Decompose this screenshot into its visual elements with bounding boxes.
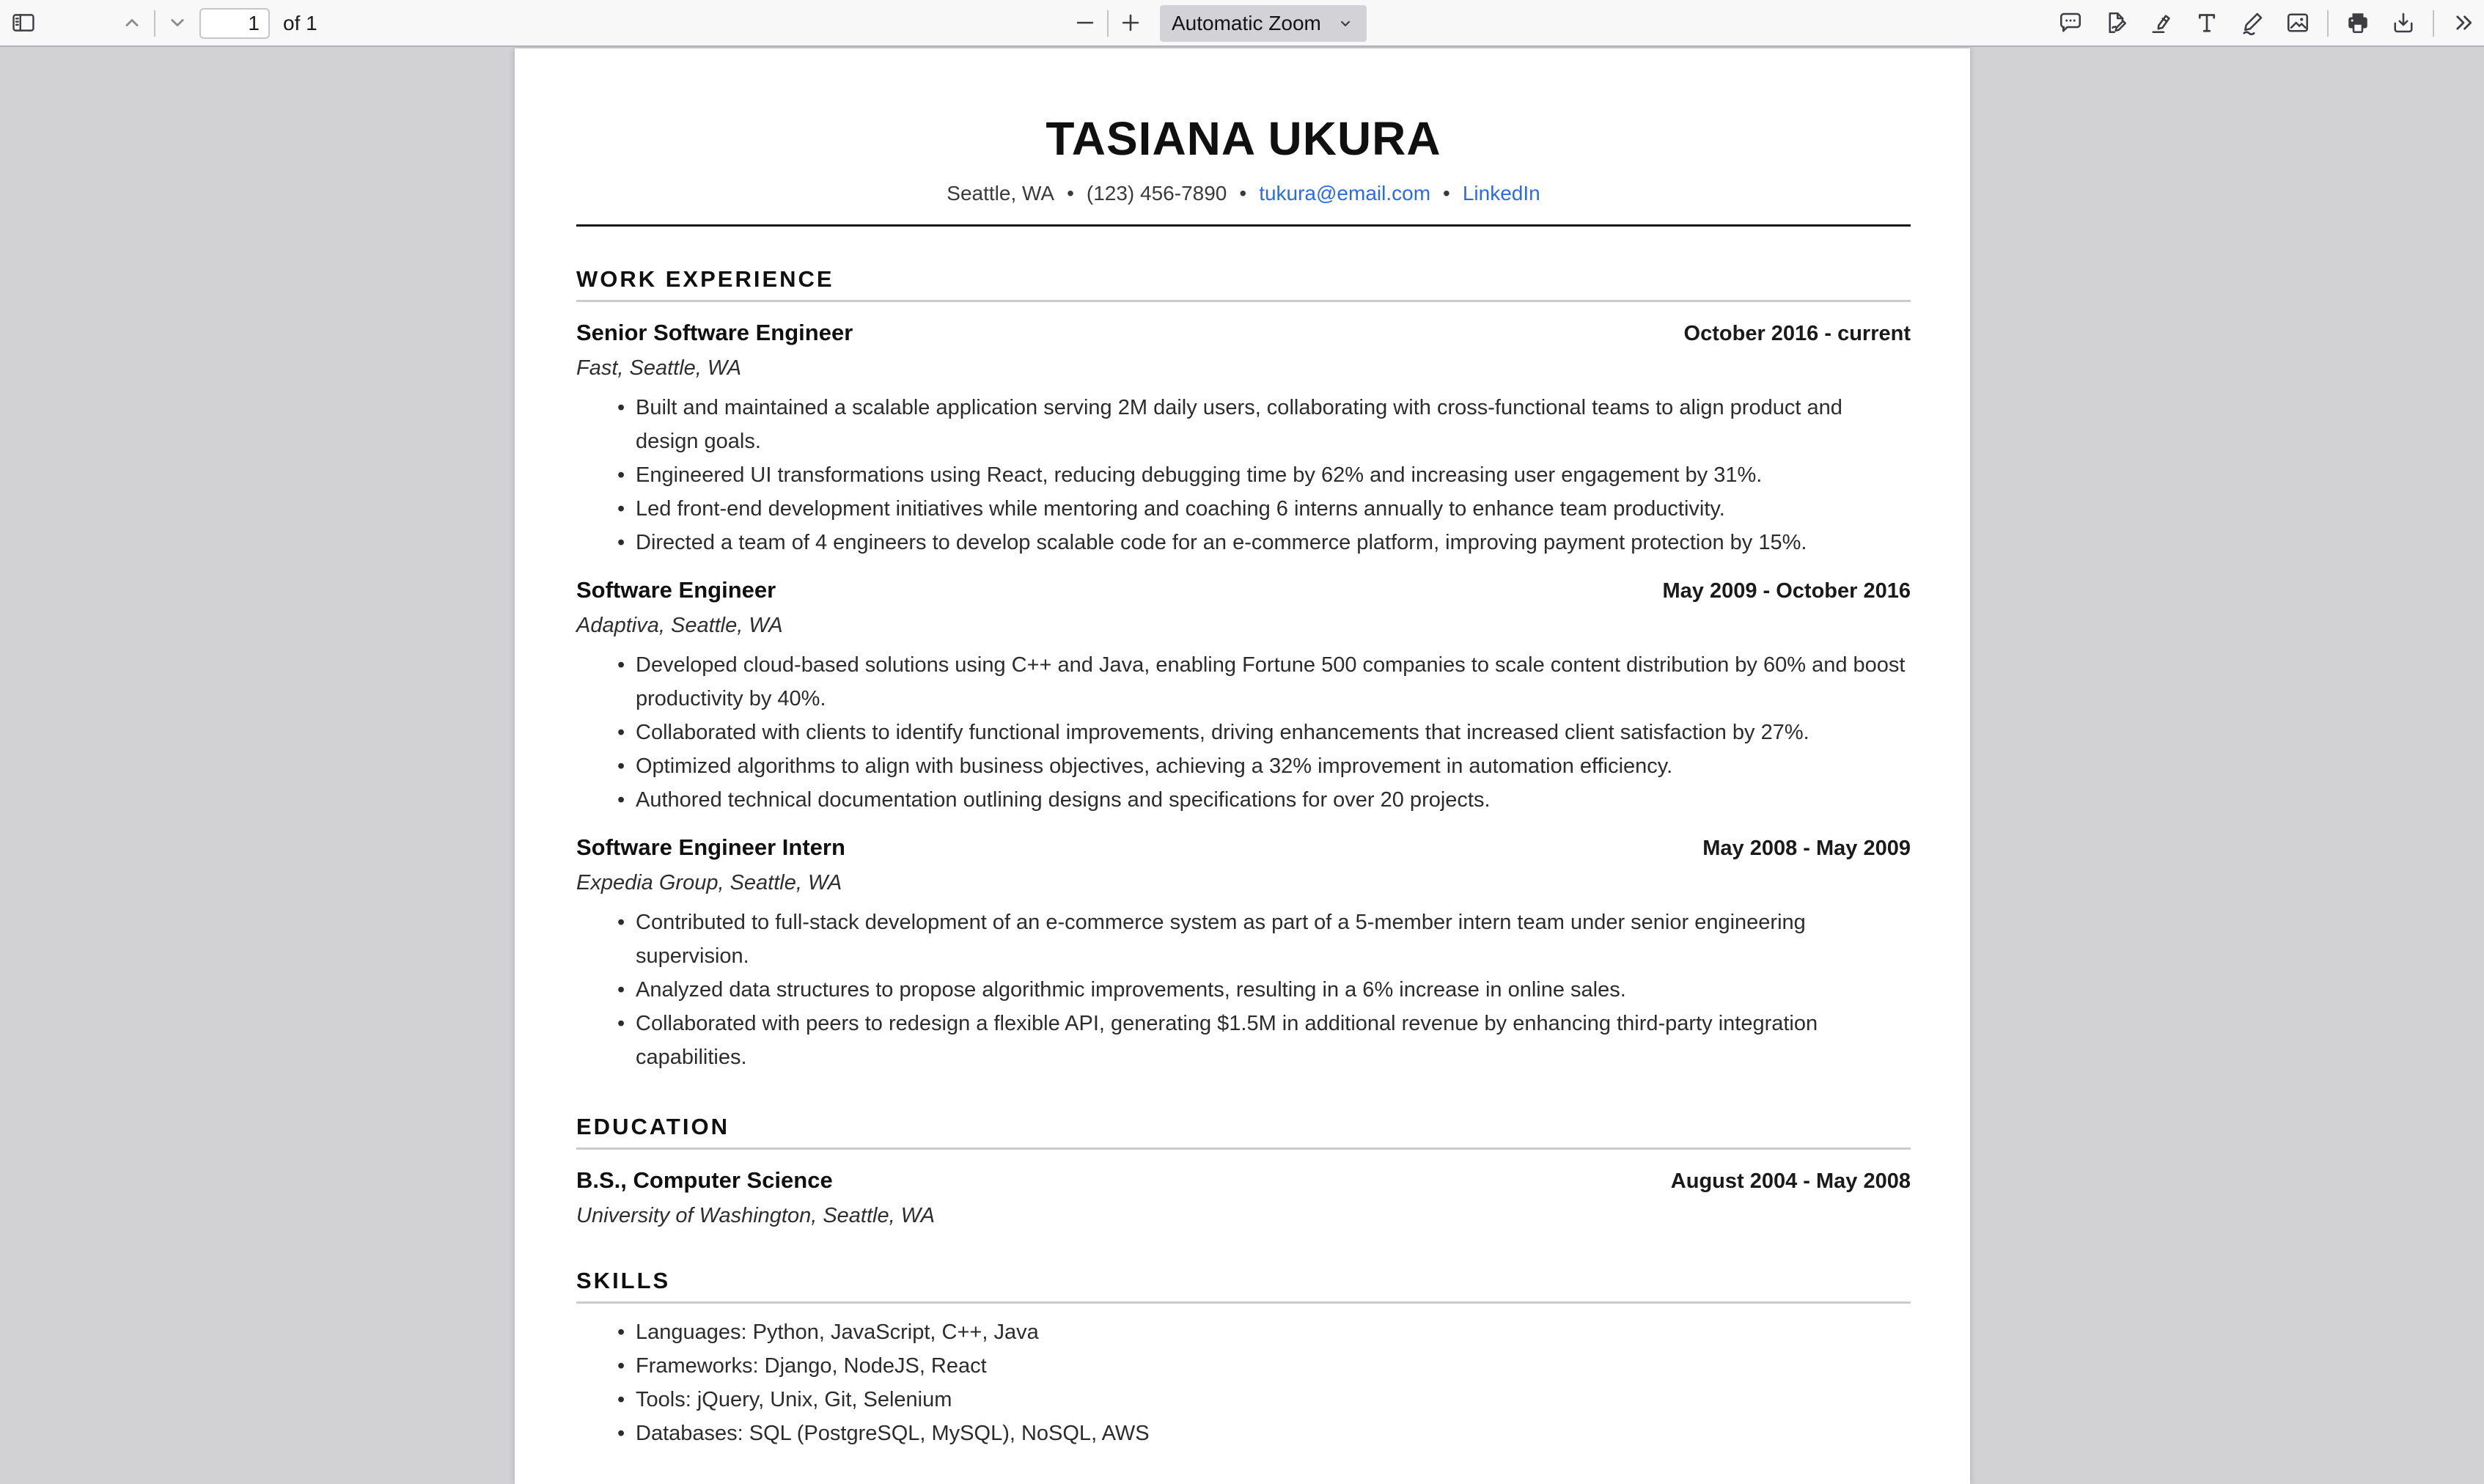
contact-location: Seattle, WA	[947, 182, 1055, 205]
job-dates: May 2008 - May 2009	[1702, 837, 1911, 860]
next-page-button[interactable]	[161, 3, 194, 44]
job-header	[576, 320, 1911, 346]
education-school: University of Washington, Seattle, WA	[576, 1204, 935, 1227]
comment-tool-button[interactable]	[2054, 3, 2087, 44]
highlight-tool-button[interactable]	[2145, 3, 2178, 44]
section-education	[576, 1114, 1911, 1228]
download-icon	[2390, 10, 2417, 38]
page-count-label: of 1	[283, 12, 317, 34]
zoom-out-button[interactable]	[1069, 3, 1101, 44]
job-company: Expedia Group, Seattle, WA	[576, 871, 842, 895]
zoom-level-select[interactable]	[1160, 5, 1367, 42]
section-rule	[576, 300, 1911, 302]
toggle-sidebar-button[interactable]	[7, 3, 40, 44]
save-download-button[interactable]	[2387, 3, 2419, 44]
job-bullet: • Optimized algorithms to align with business objectives, achieving a 32% improvement in automation efficiency.	[576, 749, 1911, 783]
text-tool-icon	[2194, 10, 2220, 38]
skill-bullet: • Tools: jQuery, Unix, Git, Selenium	[576, 1383, 1911, 1417]
minus-icon	[1073, 10, 1098, 37]
page-number-input[interactable]	[199, 8, 270, 39]
draw-tool-button[interactable]	[2236, 3, 2268, 44]
education-header	[576, 1167, 1911, 1194]
job-company: Fast, Seattle, WA	[576, 356, 742, 380]
job-bullet: • Collaborated with peers to redesign a flexible API, generating $1.5M in additional revenue by enhancing third-party integration capabilities.	[576, 1007, 1911, 1074]
section-heading: SKILLS	[576, 1268, 671, 1293]
job-dates: October 2016 - current	[1683, 322, 1911, 345]
job-title: Software Engineer	[576, 577, 776, 603]
chevron-down-icon	[165, 10, 190, 37]
toolbar-divider	[2433, 10, 2434, 37]
job-title: Senior Software Engineer	[576, 320, 853, 345]
job-bullet: • Contributed to full-stack development of an e-commerce system as part of a 5-member intern team under senior engineering supervision.	[576, 906, 1911, 973]
section-skills	[576, 1268, 1911, 1450]
skills-list	[576, 1315, 1911, 1450]
job-entry	[576, 834, 1911, 1074]
job-bullet-list	[576, 648, 1911, 817]
skill-bullet: • Frameworks: Django, NodeJS, React	[576, 1349, 1911, 1383]
sign-document-tool-button[interactable]	[2100, 3, 2132, 44]
email-link[interactable]: tukura@email.com	[1259, 182, 1431, 205]
zoom-in-button[interactable]	[1114, 3, 1147, 44]
job-dates: May 2009 - October 2016	[1662, 579, 1911, 603]
education-degree: B.S., Computer Science	[576, 1167, 833, 1193]
zoom-controls-group	[1069, 0, 1367, 47]
contact-phone: (123) 456-7890	[1086, 182, 1227, 205]
job-bullet: • Led front-end development initiatives while mentoring and coaching 6 interns annually to enhance team productivity.	[576, 492, 1911, 526]
annotation-tools-group	[2054, 0, 2480, 47]
section-heading: WORK EXPERIENCE	[576, 266, 834, 292]
pencil-draw-icon	[2239, 10, 2266, 38]
job-header	[576, 834, 1911, 861]
contact-line	[576, 182, 1911, 205]
section-rule	[576, 1147, 1911, 1150]
print-button[interactable]	[2342, 3, 2374, 44]
printer-icon	[2345, 10, 2371, 38]
education-entry	[576, 1167, 1911, 1228]
section-work-experience	[576, 266, 1911, 1074]
double-chevron-right-icon	[2450, 10, 2477, 38]
resume-document	[515, 48, 1970, 1450]
previous-page-button[interactable]	[116, 3, 148, 44]
job-bullet: • Built and maintained a scalable application serving 2M daily users, collaborating with cross-functional teams to align product and design goals.	[576, 391, 1911, 458]
skill-bullet: • Languages: Python, JavaScript, C++, Java	[576, 1315, 1911, 1349]
job-title: Software Engineer Intern	[576, 834, 845, 860]
section-rule	[576, 1301, 1911, 1304]
contact-separator: •	[1443, 182, 1450, 205]
toolbar-sidebar-group	[7, 0, 40, 47]
contact-separator: •	[1067, 182, 1074, 205]
job-bullet: • Developed cloud-based solutions using C++ and Java, enabling Fortune 500 companies to scale content distribution by 60% and boost productivity by 40%.	[576, 648, 1911, 716]
job-company: Adaptiva, Seattle, WA	[576, 614, 783, 637]
toolbar-divider	[1107, 10, 1109, 37]
job-header	[576, 577, 1911, 603]
job-bullet-list	[576, 391, 1911, 559]
skill-bullet: • Databases: SQL (PostgreSQL, MySQL), NoSQL, AWS	[576, 1417, 1911, 1450]
toolbar-divider	[154, 10, 155, 37]
job-bullet-list	[576, 906, 1911, 1074]
pdf-page	[515, 48, 1970, 1484]
text-tool-button[interactable]	[2191, 3, 2223, 44]
toolbar-divider	[2327, 10, 2329, 37]
resume-name: TASIANA UKURA	[1046, 112, 1441, 165]
job-bullet: • Analyzed data structures to propose algorithmic improvements, resulting in a 6% increase in online sales.	[576, 973, 1911, 1007]
chevron-up-icon	[120, 10, 144, 37]
contact-separator: •	[1239, 182, 1247, 205]
more-tools-button[interactable]	[2447, 3, 2480, 44]
page-navigation-group	[116, 0, 317, 47]
pdf-toolbar	[0, 0, 2484, 47]
highlighter-icon	[2148, 10, 2175, 38]
job-bullet: • Collaborated with clients to identify functional improvements, driving enhancements that increased client satisfaction by 27%.	[576, 716, 1911, 749]
sign-document-icon	[2103, 10, 2129, 38]
job-entry	[576, 577, 1911, 817]
plus-icon	[1118, 10, 1143, 37]
image-icon	[2285, 10, 2311, 38]
comment-icon	[2057, 10, 2084, 38]
sidebar-toggle-icon	[10, 10, 37, 37]
zoom-level-value: Automatic Zoom	[1172, 12, 1321, 34]
header-rule	[576, 224, 1911, 227]
job-bullet: • Directed a team of 4 engineers to develop scalable code for an e-commerce platform, improving payment protection by 15%.	[576, 526, 1911, 559]
section-heading: EDUCATION	[576, 1114, 730, 1139]
linkedin-link[interactable]: LinkedIn	[1462, 182, 1540, 205]
job-bullet: • Authored technical documentation outlining designs and specifications for over 20 projects.	[576, 783, 1911, 817]
job-bullet: • Engineered UI transformations using React, reducing debugging time by 62% and increasing user engagement by 31%.	[576, 458, 1911, 492]
chevron-down-icon	[1336, 14, 1355, 33]
education-dates: August 2004 - May 2008	[1670, 1169, 1911, 1193]
image-tool-button[interactable]	[2282, 3, 2314, 44]
job-entry	[576, 320, 1911, 559]
